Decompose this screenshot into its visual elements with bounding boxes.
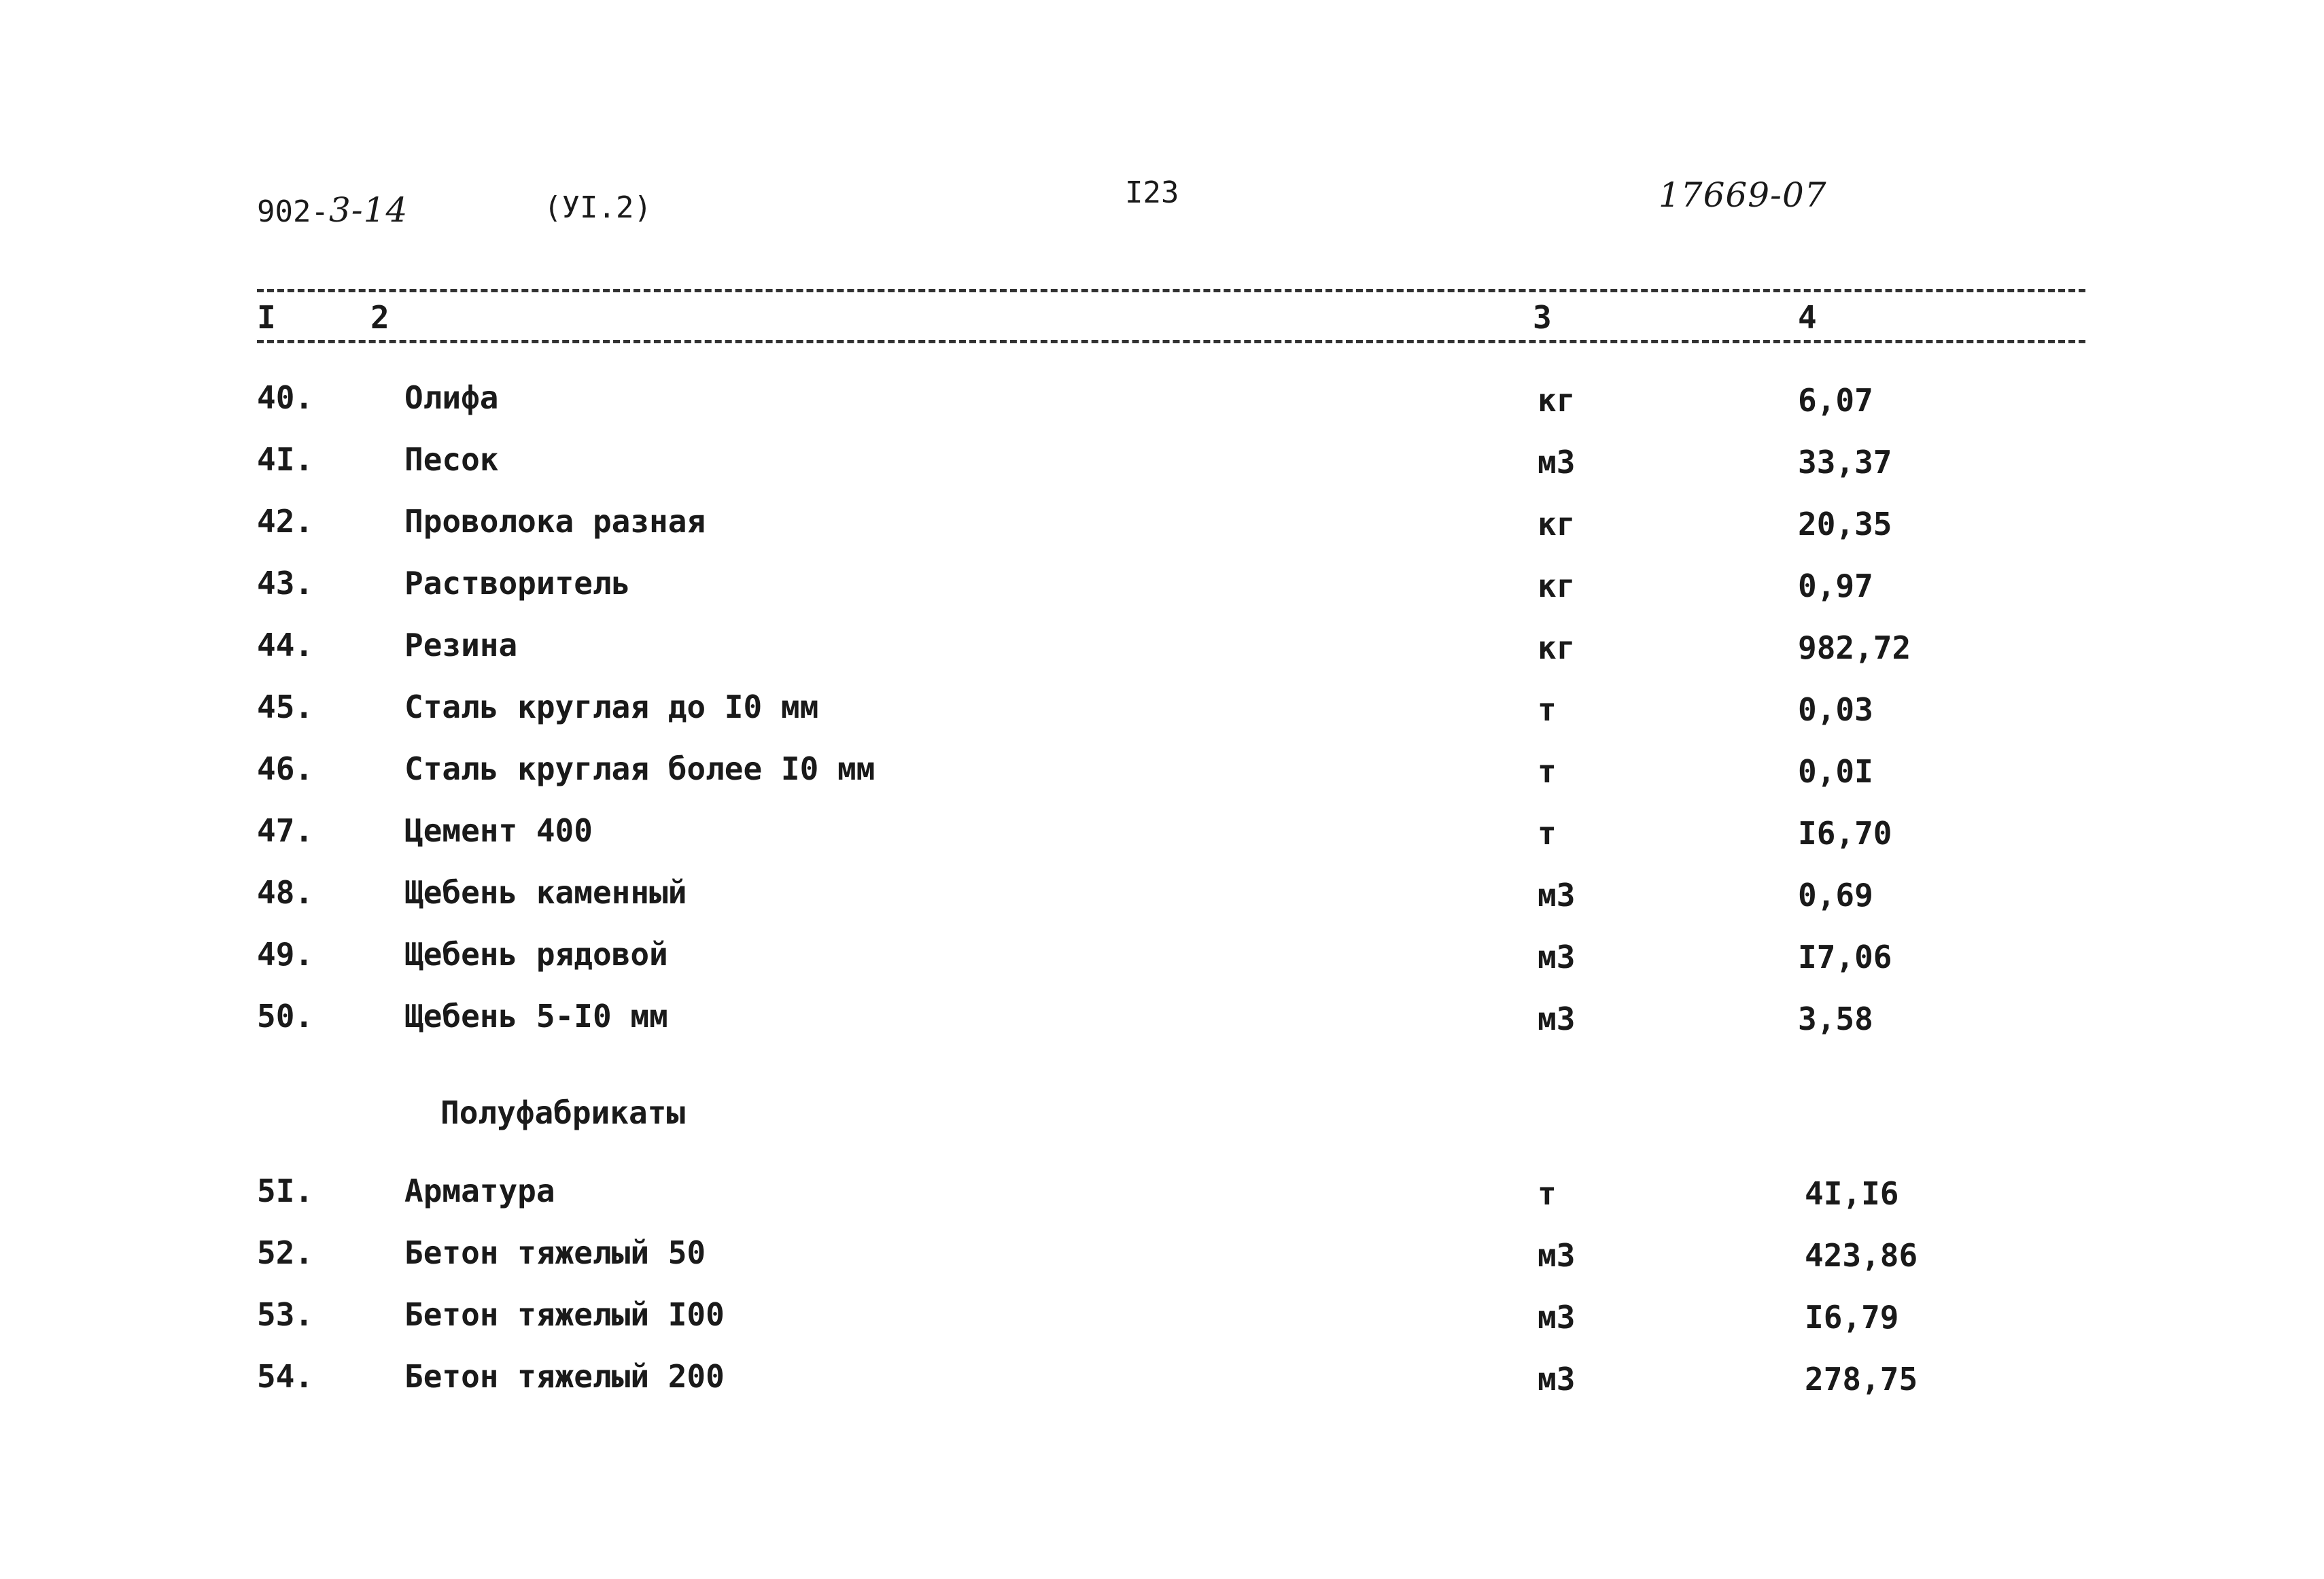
row-number: 40. — [257, 379, 314, 416]
material-name: Песок — [404, 441, 499, 478]
document-code — [257, 190, 408, 230]
quantity: 0,97 — [1798, 568, 1873, 604]
quantity: 423,86 — [1805, 1237, 1918, 1274]
material-name: Проволока разная — [404, 503, 706, 540]
quantity: 3,58 — [1798, 1001, 1873, 1037]
quantity: 982,72 — [1798, 629, 1911, 666]
unit: кг — [1538, 382, 1576, 419]
row-number: 43. — [257, 565, 314, 602]
row-number: 5I. — [257, 1173, 314, 1209]
table-top-rule — [257, 289, 2085, 292]
quantity: 20,35 — [1798, 506, 1892, 542]
unit: т — [1538, 1175, 1557, 1212]
column-number-4: 4 — [1798, 299, 1817, 336]
quantity: 0,03 — [1798, 691, 1873, 728]
unit: м3 — [1538, 939, 1576, 975]
unit: м3 — [1538, 444, 1576, 481]
material-name: Щебень каменный — [404, 874, 687, 911]
section-heading: Полуфабрикаты — [440, 1094, 686, 1131]
column-number-2: 2 — [370, 299, 389, 336]
material-name: Резина — [404, 627, 518, 663]
unit: кг — [1538, 506, 1576, 542]
quantity: I6,79 — [1805, 1299, 1899, 1336]
material-name: Щебень 5-I0 мм — [404, 998, 668, 1035]
material-name: Цемент 400 — [404, 812, 593, 849]
column-number-1: I — [257, 299, 276, 336]
table-header-rule — [257, 340, 2085, 343]
row-number: 54. — [257, 1358, 314, 1395]
row-number: 46. — [257, 750, 314, 787]
quantity: 33,37 — [1798, 444, 1892, 481]
row-number: 48. — [257, 874, 314, 911]
row-number: 49. — [257, 936, 314, 973]
unit: т — [1538, 691, 1557, 728]
quantity: 4I,I6 — [1805, 1175, 1899, 1212]
registration-number: 17669-07 — [1659, 175, 1827, 215]
quantity: 278,75 — [1805, 1361, 1918, 1398]
quantity: I7,06 — [1798, 939, 1892, 975]
document-code-handwritten: 3-14 — [328, 190, 409, 230]
quantity: I6,70 — [1798, 815, 1892, 852]
material-name: Сталь круглая до I0 мм — [404, 689, 819, 725]
row-number: 53. — [257, 1296, 314, 1333]
row-number: 4I. — [257, 441, 314, 478]
row-number: 44. — [257, 627, 314, 663]
material-name: Олифа — [404, 379, 499, 416]
material-name: Сталь круглая более I0 мм — [404, 750, 875, 787]
unit: м3 — [1538, 1299, 1576, 1336]
unit: т — [1538, 815, 1557, 852]
unit: м3 — [1538, 1361, 1576, 1398]
unit: кг — [1538, 568, 1576, 604]
quantity: 6,07 — [1798, 382, 1873, 419]
material-name: Бетон тяжелый I00 — [404, 1296, 725, 1333]
quantity: 0,0I — [1798, 753, 1873, 790]
document-code-prefix: 902- — [257, 194, 329, 229]
unit: м3 — [1538, 877, 1576, 914]
section-code: (УI.2) — [544, 190, 652, 225]
column-number-3: 3 — [1533, 299, 1552, 336]
material-name: Щебень рядовой — [404, 936, 668, 973]
row-number: 50. — [257, 998, 314, 1035]
row-number: 52. — [257, 1234, 314, 1271]
unit: кг — [1538, 629, 1576, 666]
material-name: Бетон тяжелый 50 — [404, 1234, 706, 1271]
material-name: Бетон тяжелый 200 — [404, 1358, 725, 1395]
row-number: 42. — [257, 503, 314, 540]
row-number: 45. — [257, 689, 314, 725]
page-number: I23 — [1125, 175, 1179, 210]
row-number: 47. — [257, 812, 314, 849]
unit: м3 — [1538, 1237, 1576, 1274]
material-name: Растворитель — [404, 565, 631, 602]
quantity: 0,69 — [1798, 877, 1873, 914]
material-name: Арматура — [404, 1173, 555, 1209]
unit: т — [1538, 753, 1557, 790]
unit: м3 — [1538, 1001, 1576, 1037]
